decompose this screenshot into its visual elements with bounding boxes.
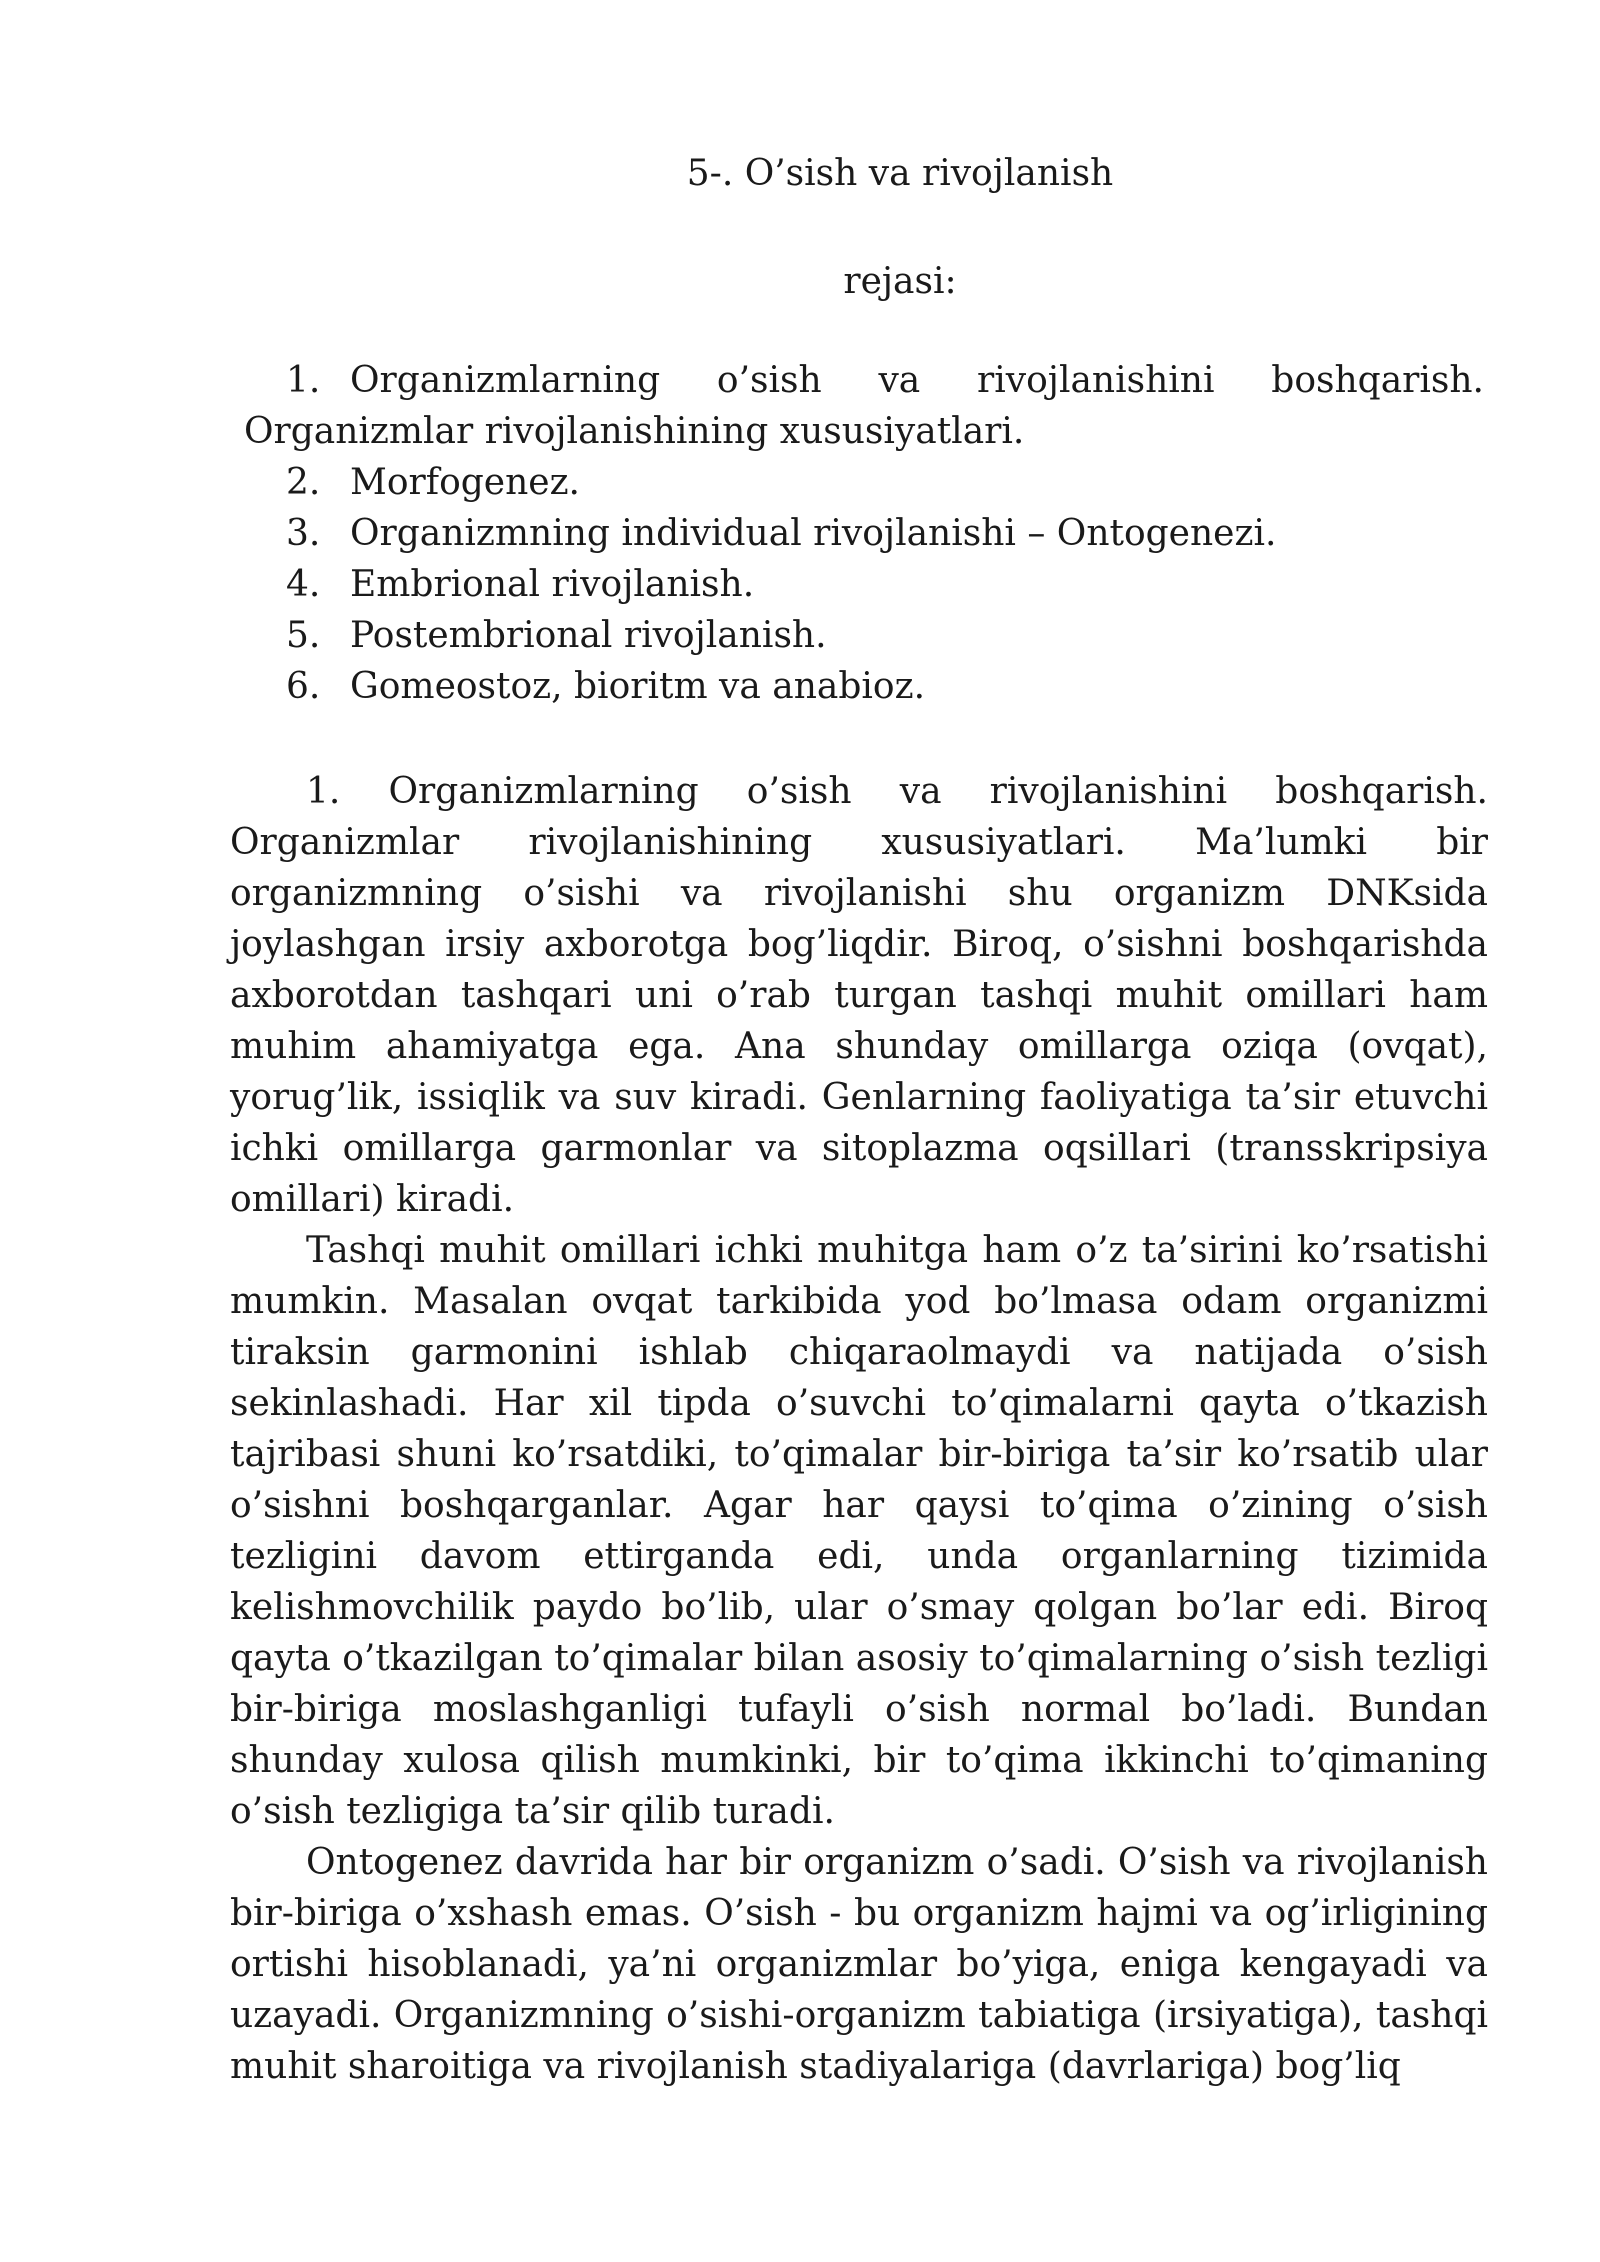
body-text [230,766,1488,2092]
document-title: 5-. O’sish va rivojlanish [686,153,1114,194]
plan-item-number: 5. [286,615,321,656]
plan-item-number: 1. [286,360,321,401]
plan-item-text-continued: Organizmlar rivojlanishining xususiyatlari. [244,411,1025,452]
plan-item [244,661,1484,712]
plan-item-text: Organizmlarning o’sish va rivojlanishini boshqarish. [350,360,1484,401]
plan-item [244,508,1484,559]
plan-item-number: 4. [286,564,321,605]
plan-item-text: Embrional rivojlanish. [350,564,755,605]
plan-item-number: 2. [286,462,321,503]
plan-item-text: Postembrional rivojlanish. [350,615,827,656]
plan-item-text: Morfogenez. [350,462,580,503]
plan-item-text: Gomeostoz, bioritm va anabioz. [350,666,926,707]
plan-item-number: 3. [286,513,321,554]
plan-item [244,355,1484,457]
plan-item-text: Organizmning individual rivojlanishi – Ontogenezi. [350,513,1277,554]
plan-item-number: 6. [286,666,321,707]
plan-heading: rejasi: [843,261,957,302]
plan-list [244,355,1484,712]
plan-item [244,457,1484,508]
paragraph: Tashqi muhit omillari ichki muhitga ham o’z ta’sirini ko’rsatishi mumkin. Masalan ovqat tarkibida yod bo’lmasa odam organizmi tiraksin garmonini ishlab chiqaraolmaydi va natijada o’sish sekinlashadi. Har xil tipda o’suvchi to’qimalarni qayta o’tkazish tajribasi shuni ko’rsatdiki, to’qimalar bir-biriga ta’sir ko’rsatib ular o’sishni boshqarganlar. Agar har qaysi to’qima o’zining o’sish tezligini davom ettirganda edi, unda organlarning tizimida kelishmovchilik paydo bo’lib, ular o’smay qolgan bo’lar edi. Biroq qayta o’tkazilgan to’qimalar bilan asosiy to’qimalarning o’sish tezligi bir-biriga moslashganligi tufayli o’sish normal bo’ladi. Bundan shunday xulosa qilish mumkinki, bir to’qima ikkinchi to’qimaning o’sish tezligiga ta’sir qilib turadi. [230,1230,1488,1832]
paragraph: Ontogenez davrida har bir organizm o’sadi. O’sish va rivojlanish bir-biriga o’xshash emas. O’sish - bu organizm hajmi va og’irligining ortishi hisoblanadi, ya’ni organizmlar bo’yiga, eniga kengayadi va uzayadi. Organizmning o’sishi-organizm tabiatiga (irsiyatiga), tashqi muhit sharoitiga va rivojlanish stadiyalariga (davrlariga) bog’liq [230,1842,1488,2087]
plan-item [244,610,1484,661]
paragraph: 1. Organizmlarning o’sish va rivojlanishini boshqarish. Organizmlar rivojlanishining xususiyatlari. Ma’lumki bir organizmning o’sishi va rivojlanishi shu organizm DNKsida joylashgan irsiy axborotga bog’liqdir. Biroq, o’sishni boshqarishda axborotdan tashqari uni o’rab turgan tashqi muhit omillari ham muhim ahamiyatga ega. Ana shunday omillarga oziqa (ovqat), yorug’lik, issiqlik va suv kiradi. Genlarning faoliyatiga ta’sir etuvchi ichki omillarga garmonlar va sitoplazma oqsillari (transskripsiya omillari) kiradi. [230,771,1488,1220]
plan-item [244,559,1484,610]
